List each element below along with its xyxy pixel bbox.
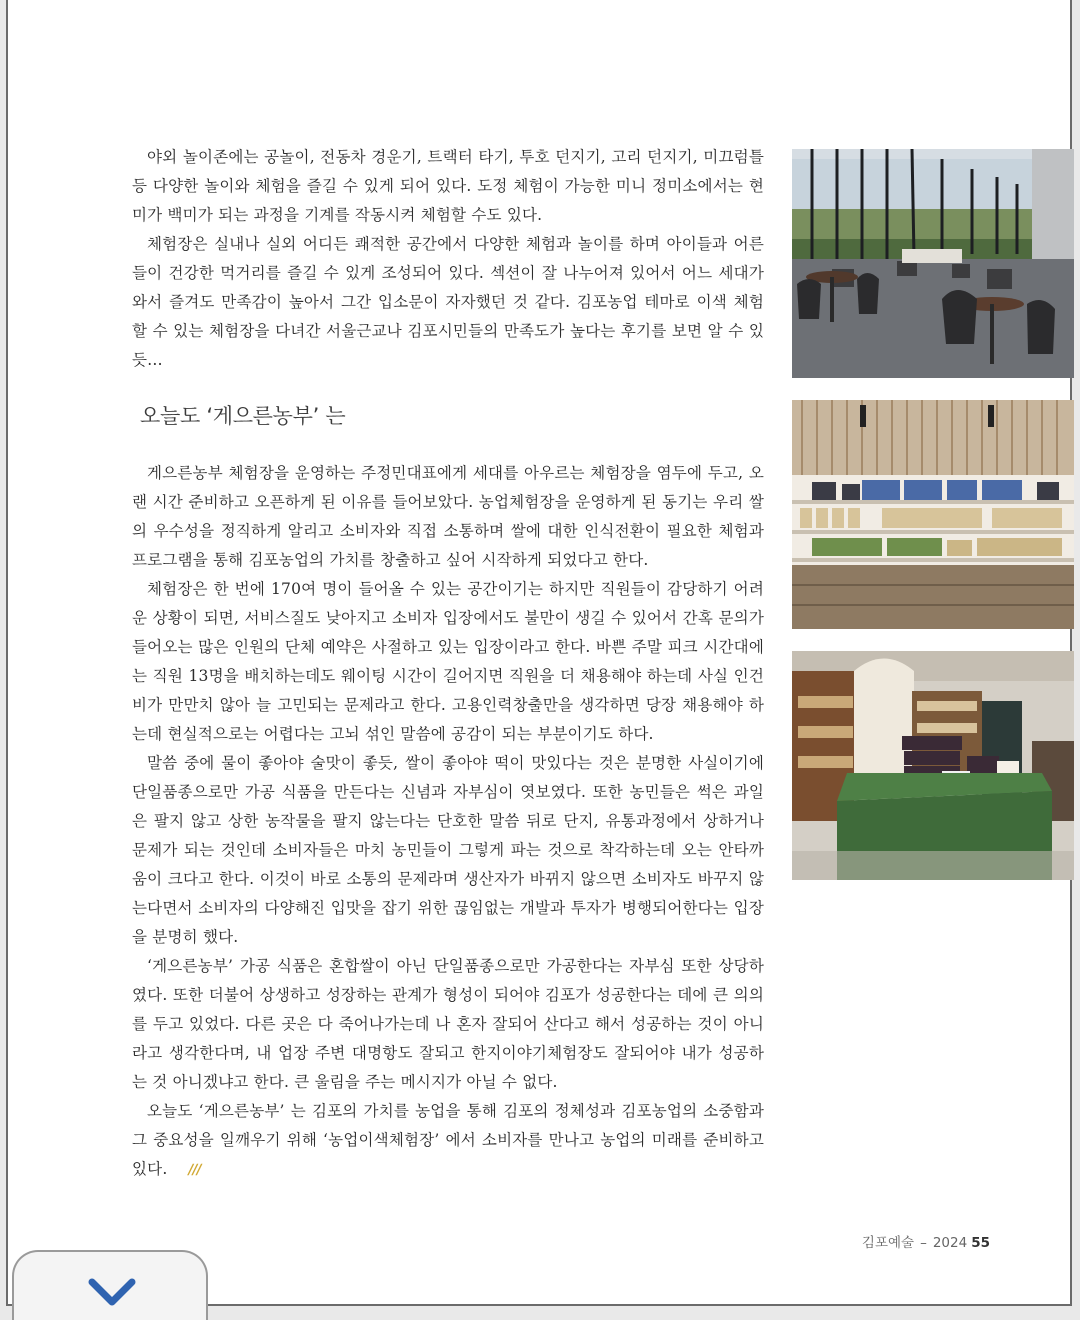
- body-paragraph-5: [132, 1097, 764, 1185]
- chevron-down-icon[interactable]: [88, 1278, 136, 1312]
- intro-text-column: [132, 143, 764, 375]
- footer-year: 2024: [932, 1235, 968, 1251]
- body-paragraph-5-text: 오늘도 ‘게으른농부’ 는 김포의 가치를 농업을 통해 김포의 정체성과 김포농업의 소중함과 그 중요성을 일깨우기 위해 ‘농업이색체험장’ 에서 소비자를 만나고 농업의 미래를 준비하고 있다.: [132, 1102, 764, 1178]
- body-paragraph-4: ‘게으른농부’ 가공 식품은 혼합쌀이 아닌 단일품종으로만 가공한다는 자부심 또한 상당하였다. 또한 더불어 상생하고 성장하는 관계가 형성이 되어야 김포가 성공한다는 데에 큰 의의를 두고 있었다. 다른 곳은 다 죽어나가는데 나 혼자 잘되어 산다고 해서 성공하는 것이 아니라고 생각한다며, 내 업장 주변 대명항도 잘되고 한지이야기체험장도 잘되어야 내가 성공하는 것 아니겠냐고 한다. 큰 울림을 주는 메시지가 아닐 수 없다.: [132, 957, 764, 1091]
- body-paragraph-3: 말씀 중에 물이 좋아야 술맛이 좋듯, 쌀이 좋아야 떡이 맛있다는 것은 분명한 사실이기에 단일품종으로만 가공 식품을 만든다는 신념과 자부심이 엿보였다. 또한 농민들은 썩은 과일은 팔지 않고 상한 농작물을 팔지 않는다는 단호한 말씀 뒤로 단지, 유통과정에서 상하거나 문제가 되는 것인데 소비자들은 마치 농민들이 그렇게 파는 것으로 착각하는데 오는 안타까움이 크다고 한다. 이것이 바로 소통의 문제라며 생산자가 바뀌지 않으면 소비자도 바꾸지 않는다면서 소비자의 다양해진 입맛을 잡기 위한 끊임없는 개발과 투자가 병행되어한다는 입장을 분명히 했다.: [132, 754, 764, 946]
- page-footer: [862, 1231, 990, 1251]
- footer-separator: –: [920, 1235, 927, 1251]
- body-paragraph-2: 체험장은 한 번에 170여 명이 들어올 수 있는 공간이기는 하지만 직원들이 감당하기 어려운 상황이 되면, 서비스질도 낮아지고 소비자 입장에서도 불만이 생길 수 있어서 간혹 문의가 들어오는 많은 인원의 단체 예약은 사절하고 있는 입장이라고 한다. 바쁜 주말 피크 시간대에는 직원 13명을 배치하는데도 웨이팅 시간이 길어지면 직원을 더 채용해야 하는데 사실 인건비가 만만치 않아 늘 고민되는 문제라고 한다. 고용인력창출만을 생각하면 당장 채용해야 하는데 현실적으로는 어렵다는 고뇌 섞인 말씀에 공감이 되는 부분이기도 하다.: [132, 580, 764, 743]
- magazine-page: [6, 0, 1072, 1306]
- product-shelf-photo: [792, 400, 1074, 629]
- magazine-name: 김포예술: [861, 1235, 915, 1251]
- intro-paragraph-2: 체험장은 실내나 실외 어디든 쾌적한 공간에서 다양한 체험과 놀이를 하며 아이들과 어른들이 건강한 먹거리를 즐길 수 있게 조성되어 있다. 섹션이 잘 나누어져 있어서 어느 세대가 와서 즐겨도 만족감이 높아서 그간 입소문이 자자했던 것 같다. 김포농업 테마로 이색 체험 할 수 있는 체험장을 다녀간 서울근교나 김포시민들의 만족도가 높다는 후기를 보면 알 수 있듯…: [132, 235, 764, 369]
- intro-paragraph-1: 야외 놀이존에는 공놀이, 전동차 경운기, 트랙터 타기, 투호 던지기, 고리 던지기, 미끄럼틀 등 다양한 놀이와 체험을 즐길 수 있게 되어 있다. 도정 체험이 가능한 미니 정미소에서는 현미가 백미가 되는 과정을 기계를 작동시켜 체험할 수도 있다.: [132, 148, 764, 224]
- section-heading: 오늘도 ‘게으른농부’ 는: [140, 404, 346, 428]
- end-mark-icon: ///: [187, 1162, 203, 1178]
- body-text-column: [132, 459, 764, 1185]
- cafe-interior-photo: [792, 149, 1074, 378]
- page-number: 55: [971, 1235, 990, 1251]
- body-paragraph-1: 게으른농부 체험장을 운영하는 주정민대표에게 세대를 아우르는 체험장을 염두에 두고, 오랜 시간 준비하고 오픈하게 된 이유를 들어보았다. 농업체험장을 운영하게 된 동기는 우리 쌀의 우수성을 정직하게 알리고 소비자와 직접 소통하며 쌀에 대한 인식전환이 필요한 체험과 프로그램을 통해 김포농업의 가치를 창출하고 싶어 시작하게 되었다고 한다.: [132, 464, 764, 569]
- store-display-photo: [792, 651, 1074, 880]
- scroll-down-tab[interactable]: [12, 1250, 208, 1320]
